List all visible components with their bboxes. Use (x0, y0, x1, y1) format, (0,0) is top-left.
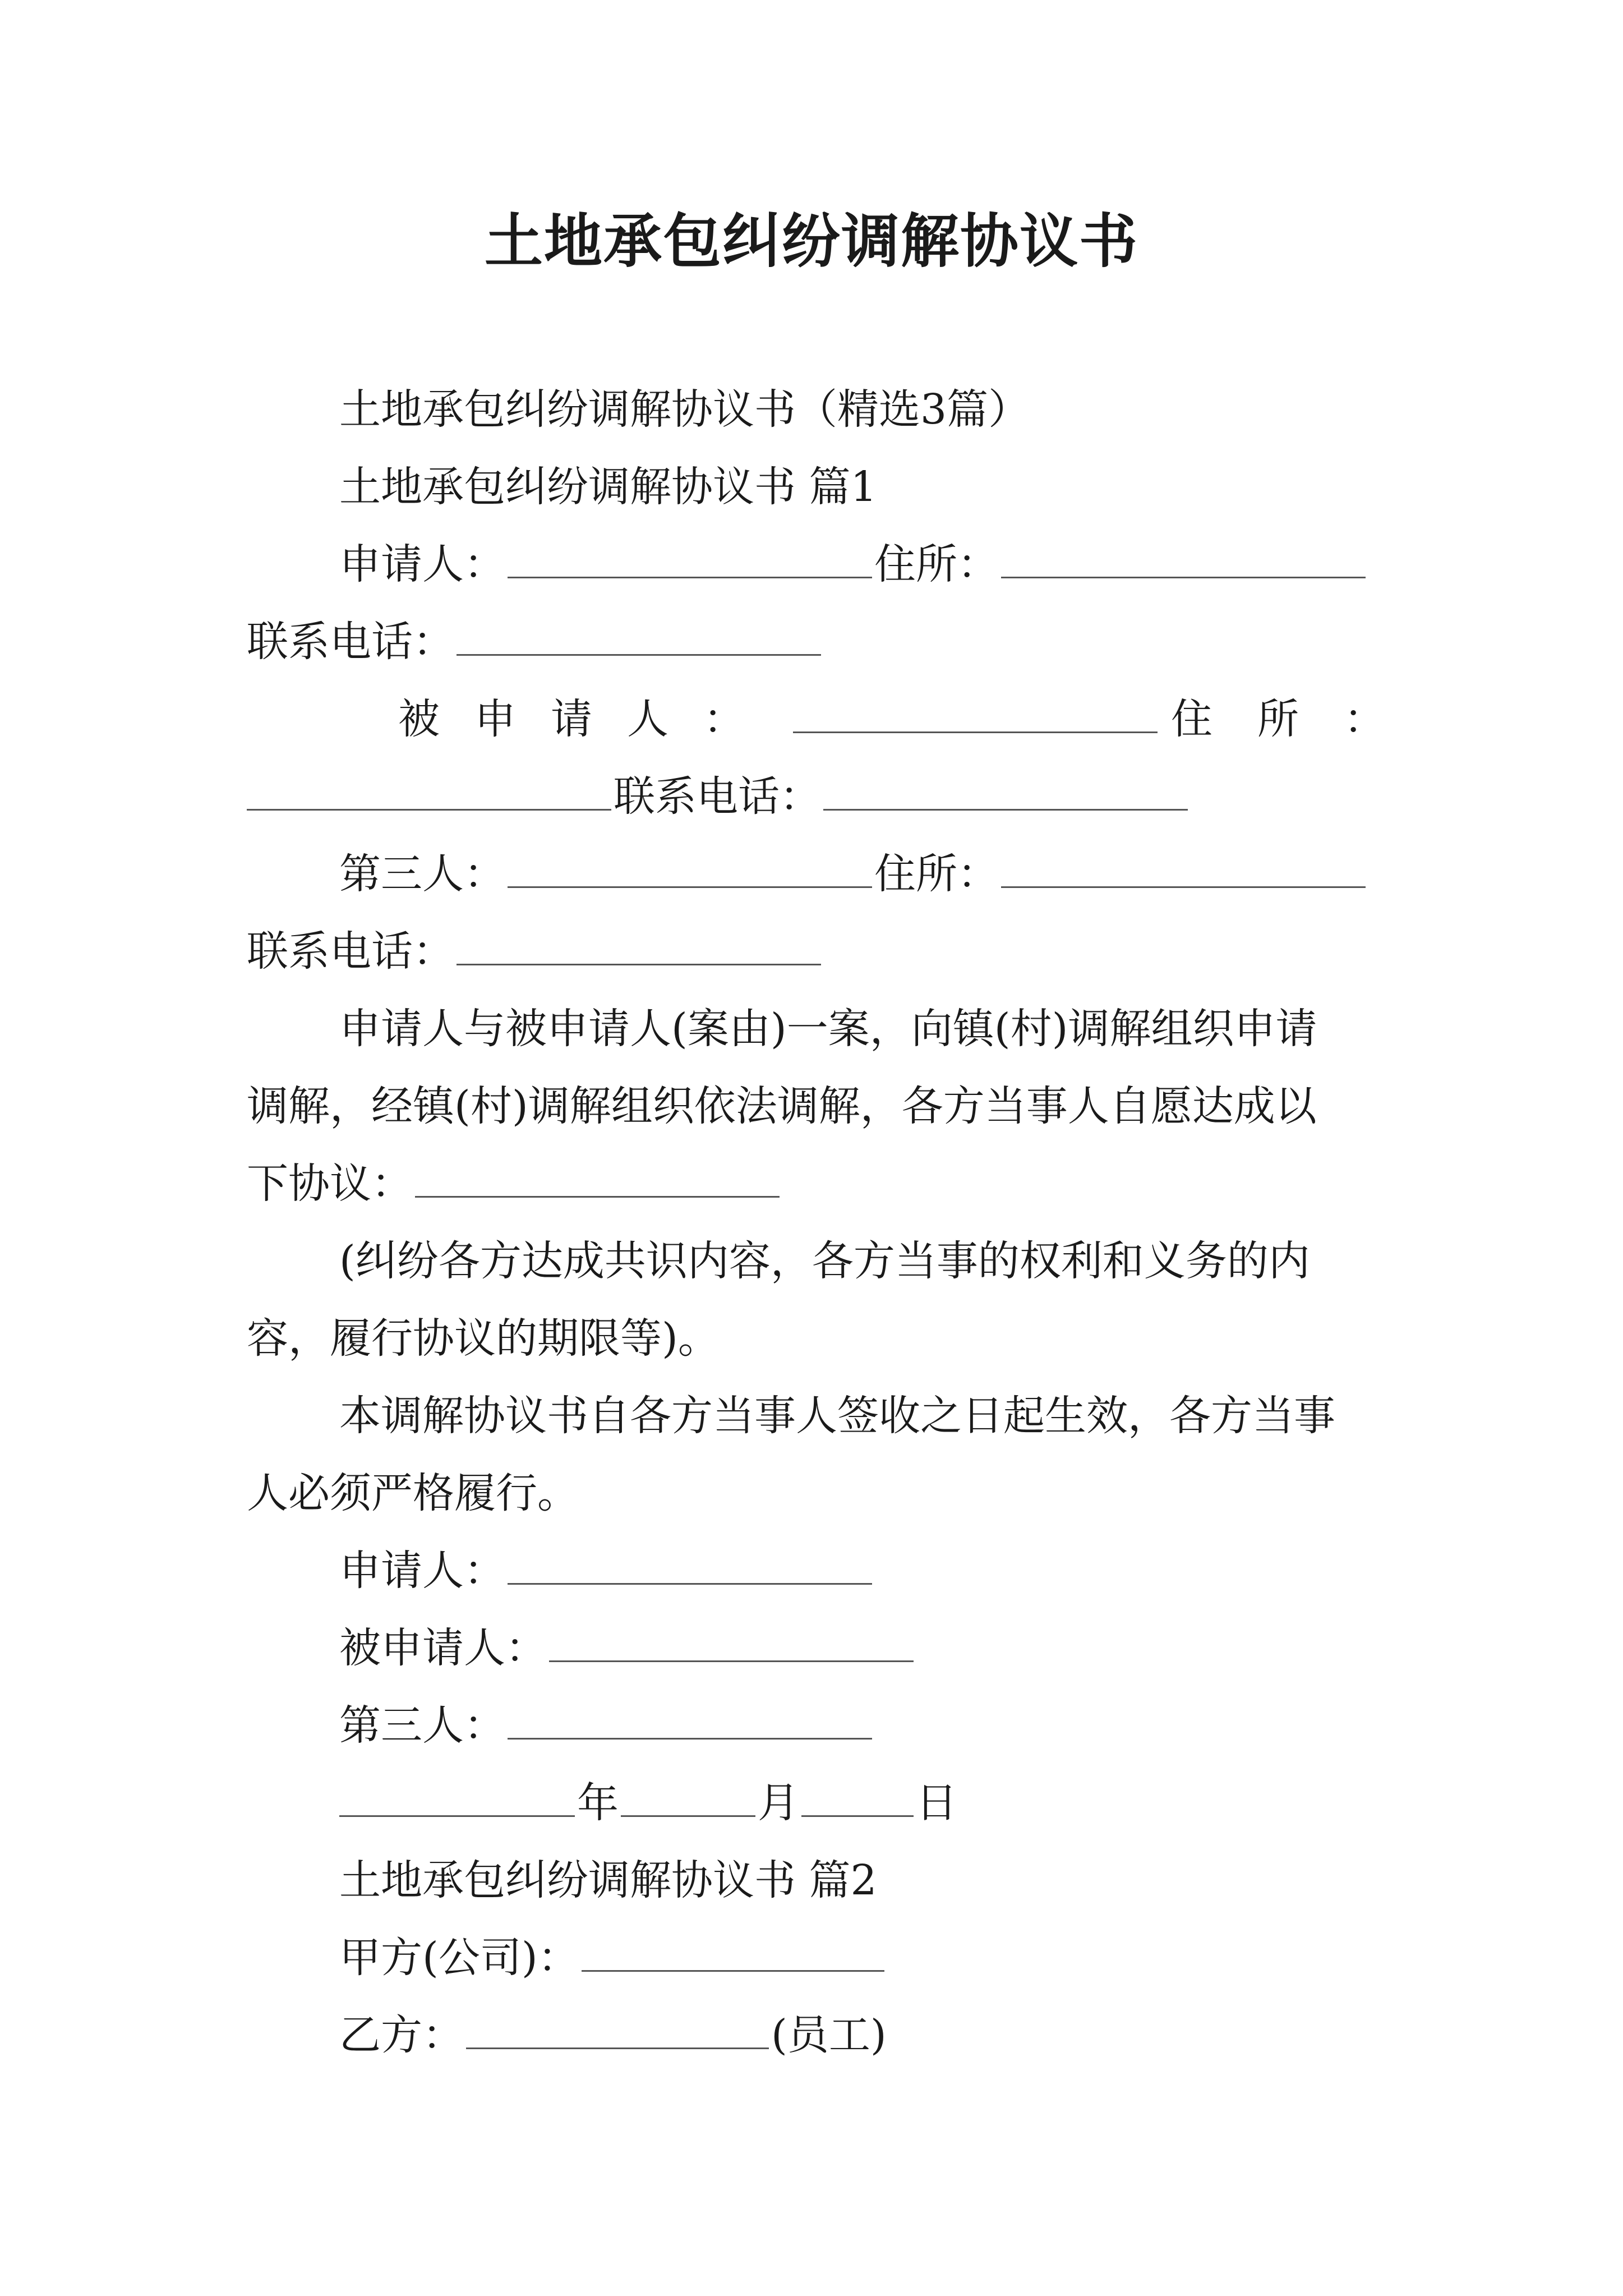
para3-line2: 人必须严格履行。 (247, 1469, 579, 1517)
day-blank[interactable] (801, 1775, 914, 1817)
third-phone-blank[interactable] (457, 923, 821, 965)
subtitle: 土地承包纠纷调解协议书（精选3篇） (339, 385, 1030, 434)
third-address-label: 住所： (874, 850, 999, 898)
party-b-row (247, 2007, 1385, 2063)
phone-label: 联系电话： (247, 618, 454, 666)
para2-line2: 容，履行协议的期限等)。 (247, 1314, 720, 1363)
respondent-row (247, 691, 1430, 747)
party-b-suffix: (员工) (771, 2011, 887, 2059)
sign-respondent-label: 被申请人： (339, 1624, 547, 1672)
month-label: 月 (758, 1779, 799, 1827)
third-party-row (247, 846, 1385, 902)
sign-third-label: 第三人： (339, 1701, 505, 1750)
para1-line3 (247, 1156, 1385, 1212)
party-b-blank[interactable] (466, 2007, 769, 2049)
respondent-phone-blank[interactable] (823, 769, 1188, 811)
para2-line1: (纠纷各方达成共识内容，各方当事的权利和义务的内 (339, 1237, 1310, 1285)
address-label: 住所： (874, 540, 999, 588)
para1-line1: 申请人与被申请人(案由)一案，向镇(村)调解组织申请 (339, 1005, 1317, 1053)
respondent-blank[interactable] (793, 691, 1158, 733)
sign-respondent-blank[interactable] (549, 1620, 914, 1662)
third-address-blank[interactable] (1001, 846, 1366, 888)
year-blank[interactable] (339, 1775, 575, 1817)
party-a-row (247, 1930, 1385, 1986)
respondent-address-label: 住所： (1171, 695, 1430, 743)
sign-third-row (247, 1697, 1385, 1754)
respondent-phone-label: 联系电话： (614, 772, 821, 821)
agreement-blank[interactable] (415, 1156, 780, 1198)
third-phone-label: 联系电话： (247, 927, 454, 976)
third-phone-row (247, 923, 1385, 979)
para1-line2: 调解，经镇(村)调解组织依法调解，各方当事人自愿达成以 (247, 1082, 1317, 1130)
third-party-label: 第三人： (339, 850, 505, 898)
day-label: 日 (916, 1779, 957, 1827)
phone-blank[interactable] (457, 614, 821, 656)
respondent-label: 被申请人： (398, 695, 780, 743)
party-a-blank[interactable] (582, 1930, 884, 1972)
respondent-phone-row (247, 769, 1385, 825)
party-a-label: 甲方(公司)： (339, 1934, 579, 1982)
sign-applicant-label: 申请人： (339, 1547, 505, 1595)
third-party-blank[interactable] (508, 846, 872, 888)
sign-third-blank[interactable] (508, 1697, 872, 1740)
respondent-address-blank[interactable] (247, 769, 611, 811)
year-label: 年 (577, 1779, 619, 1827)
agreement-label: 下协议： (247, 1159, 413, 1208)
month-blank[interactable] (621, 1775, 755, 1817)
applicant-row (247, 536, 1385, 592)
phone-row (247, 614, 1385, 670)
document-title: 土地承包纠纷调解协议书 (484, 206, 1138, 275)
sign-applicant-row (247, 1543, 1385, 1599)
para3-line1: 本调解协议书自各方当事人签收之日起生效，各方当事 (339, 1392, 1335, 1440)
part1-heading: 土地承包纠纷调解协议书 篇1 (339, 463, 877, 511)
sign-respondent-row (247, 1620, 1385, 1676)
address-blank[interactable] (1001, 536, 1366, 578)
date-row (247, 1775, 1385, 1831)
applicant-blank[interactable] (508, 536, 872, 578)
part2-heading: 土地承包纠纷调解协议书 篇2 (339, 1856, 877, 1904)
sign-applicant-blank[interactable] (508, 1543, 872, 1585)
applicant-label: 申请人： (339, 540, 505, 588)
party-b-label: 乙方： (339, 2011, 464, 2059)
